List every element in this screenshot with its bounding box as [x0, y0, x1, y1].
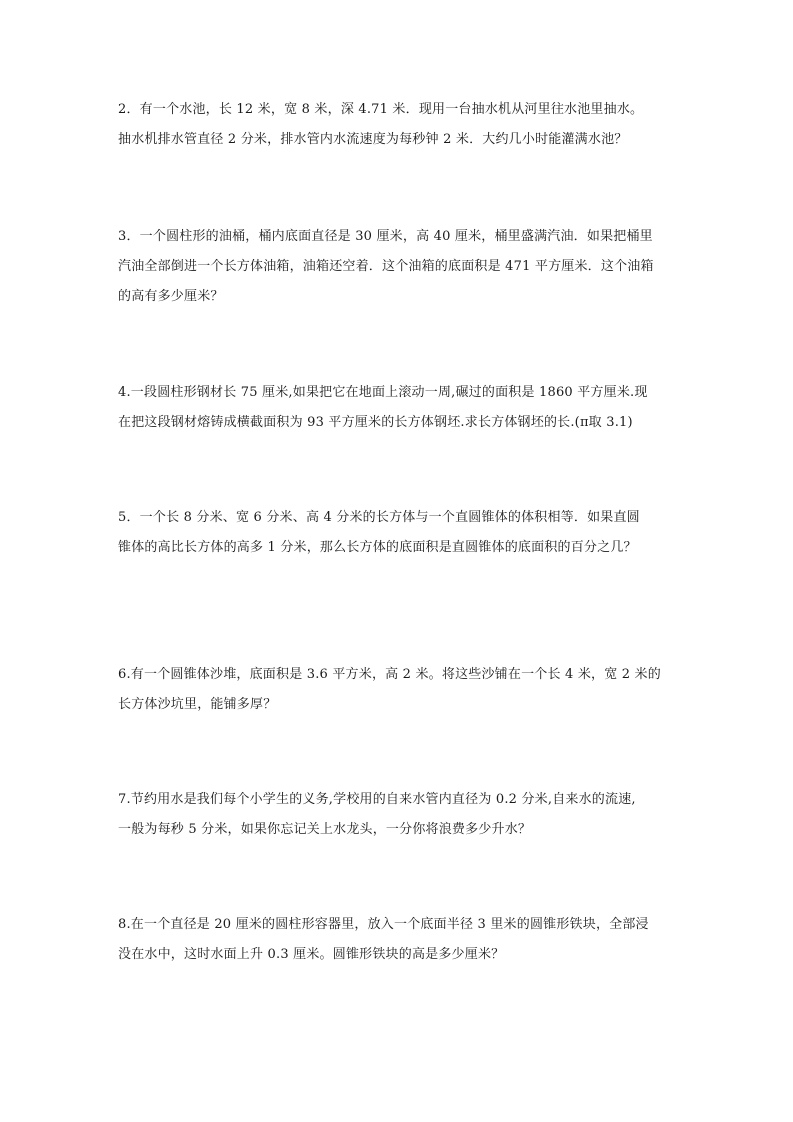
problem-text-line: 的高有多少厘米？	[118, 289, 224, 304]
problem-6	[118, 660, 688, 720]
problem-text-line: 7.节约用水是我们每个小学生的义务,学校用的自来水管内直径为 0.2 分米,自来水的流速,	[118, 792, 636, 807]
problem-8	[118, 910, 688, 970]
problem-text-line: 6.有一个圆锥体沙堆，底面积是 3.6 平方米，高 2 米。将这些沙铺在一个长 4 米，宽 2 米的	[118, 667, 661, 682]
problem-5	[118, 503, 688, 563]
problem-text-line: 汽油全部倒进一个长方体油箱，油箱还空着．这个油箱的底面积是 471 平方厘米．这个油箱	[118, 259, 654, 274]
problem-7	[118, 785, 688, 845]
problem-text-line: 在把这段钢材熔铸成横截面积为 93 平方厘米的长方体钢坯.求长方体钢坯的长.(π取 3.1)	[118, 415, 633, 430]
problem-text-line: 锥体的高比长方体的高多 1 分米，那么长方体的底面积是直圆锥体的底面积的百分之几？	[118, 540, 637, 555]
problem-text-line: 3．一个圆柱形的油桶，桶内底面直径是 30 厘米，高 40 厘米，桶里盛满汽油．如果把桶里	[118, 229, 653, 244]
problem-text-line: 2．有一个水池，长 12 米，宽 8 米，深 4.71 米．现用一台抽水机从河里往水池里抽水。	[118, 102, 644, 117]
problem-3	[118, 222, 688, 312]
problem-4	[118, 378, 688, 438]
problem-text-line: 5．一个长 8 分米、宽 6 分米、高 4 分米的长方体与一个直圆锥体的体积相等．如果直圆	[118, 510, 640, 525]
problem-text-line: 抽水机排水管直径 2 分米，排水管内水流速度为每秒钟 2 米．大约几小时能灌满水池？	[118, 132, 628, 147]
problem-2	[118, 95, 688, 155]
problem-text-line: 一般为每秒 5 分米，如果你忘记关上水龙头，一分你将浪费多少升水？	[118, 822, 532, 837]
problem-text-line: 长方体沙坑里，能铺多厚？	[118, 697, 277, 712]
problem-text-line: 没在水中，这时水面上升 0.3 厘米。圆锥形铁块的高是多少厘米？	[118, 947, 505, 962]
problem-text-line: 8.在一个直径是 20 厘米的圆柱形容器里，放入一个底面半径 3 里米的圆锥形铁块，全部浸	[118, 917, 649, 932]
problem-text-line: 4.一段圆柱形钢材长 75 厘米,如果把它在地面上滚动一周,碾过的面积是 1860 平方厘米.现	[118, 385, 648, 400]
